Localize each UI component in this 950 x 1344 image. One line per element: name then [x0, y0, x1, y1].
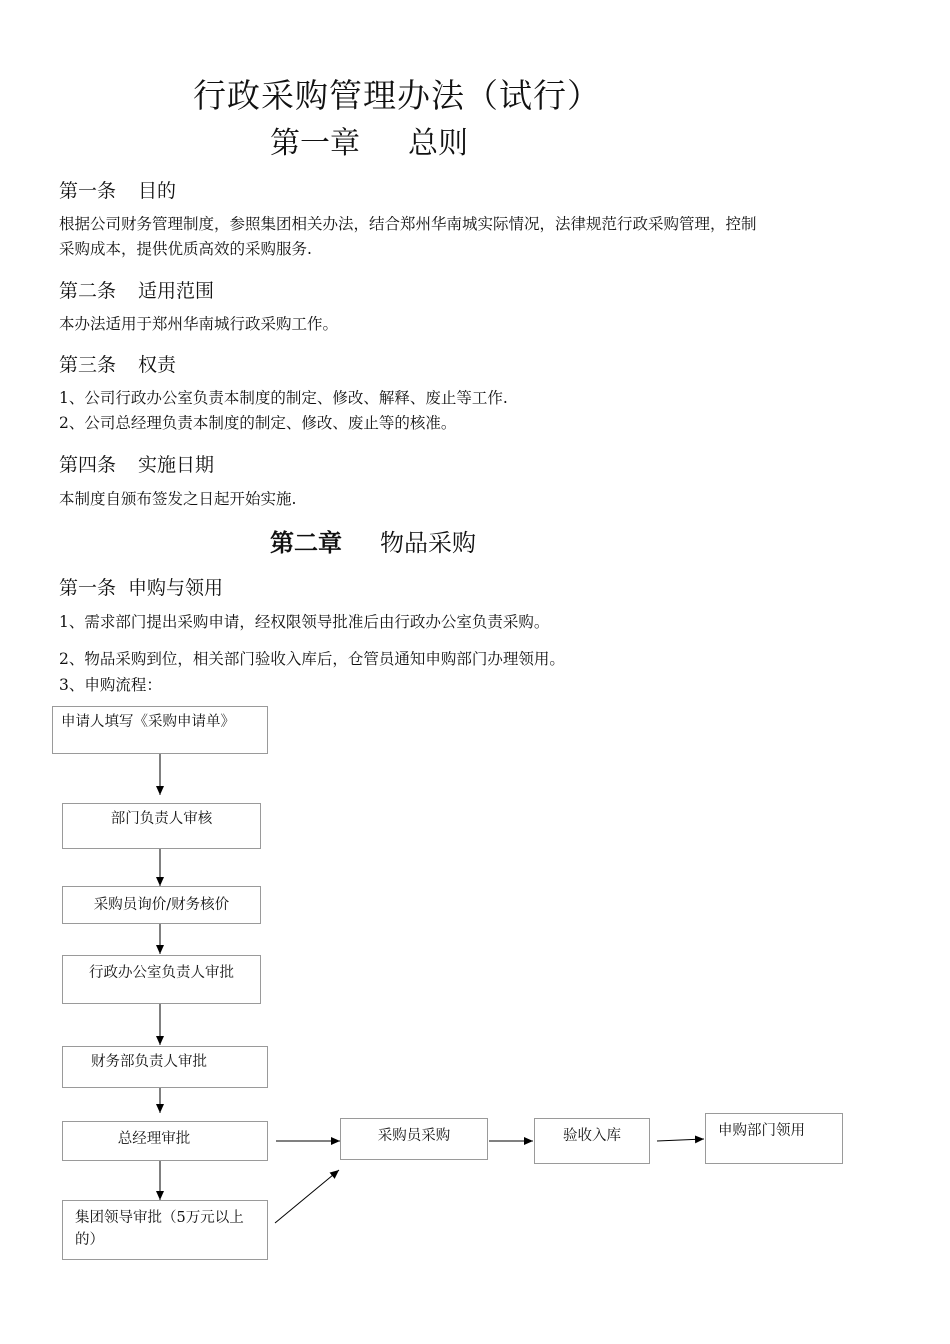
article-2-number: 第二条: [59, 280, 117, 302]
article-4-line-1: 本制度自颁布签发之日起开始实施.: [59, 490, 297, 508]
chapter-2-article-1-line-3: 3、申购流程：: [59, 676, 162, 694]
article-1-line-1: 根据公司财务管理制度，参照集团相关办法，结合郑州华南城实际情况，法律规范行政采购管理，控制: [59, 215, 757, 233]
chapter-2-name: 物品采购: [380, 529, 476, 557]
flow-step-purchase: 采购员采购: [340, 1118, 488, 1160]
chapter-1-number: 第一章: [270, 126, 360, 161]
flow-step-apply: 申请人填写《采购申请单》: [52, 706, 268, 754]
flow-step-finance-approval: 财务部负责人审批: [62, 1046, 268, 1088]
article-4-title: 实施日期: [138, 454, 215, 476]
article-3-line-2: 2、公司总经理负责本制度的制定、修改、废止等的核准。: [59, 414, 457, 432]
article-3-title: 权责: [138, 354, 177, 376]
flow-step-group-approval: 集团领导审批（5万元以上的）: [62, 1200, 268, 1260]
flow-step-inquiry: 采购员询价/财务核价: [62, 886, 261, 924]
article-3-line-1: 1、公司行政办公室负责本制度的制定、修改、解释、废止等工作.: [59, 389, 508, 407]
document-title: 行政采购管理办法（试行）: [193, 76, 601, 115]
chapter-2-article-1-title: 申购与领用: [128, 577, 224, 599]
article-1-line-2: 采购成本，提供优质高效的采购服务.: [59, 240, 312, 258]
article-2-title: 适用范围: [138, 280, 215, 302]
article-3-number: 第三条: [59, 354, 117, 376]
chapter-2-article-1-line-1: 1、需求部门提出采购申请，经权限领导批准后由行政办公室负责采购。: [59, 613, 550, 631]
chapter-2-number: 第二章: [270, 529, 342, 557]
article-2-line-1: 本办法适用于郑州华南城行政采购工作。: [59, 315, 339, 333]
flow-step-inspect: 验收入库: [534, 1118, 650, 1164]
flow-step-dept-review: 部门负责人审核: [62, 803, 261, 849]
article-1-number: 第一条: [59, 180, 117, 202]
article-1-title: 目的: [138, 180, 177, 202]
arrow-group-to-purchase: [275, 1170, 339, 1223]
arrow-inspect-to-collect: [657, 1139, 704, 1141]
chapter-2-article-1-number: 第一条: [59, 577, 117, 599]
flow-step-gm-approval: 总经理审批: [62, 1121, 268, 1161]
flow-step-admin-approval: 行政办公室负责人审批: [62, 955, 261, 1004]
article-4-number: 第四条: [59, 454, 117, 476]
chapter-2-article-1-line-2: 2、物品采购到位，相关部门验收入库后，仓管员通知申购部门办理领用。: [59, 650, 565, 668]
chapter-1-name: 总则: [408, 126, 468, 161]
flow-step-collect: 申购部门领用: [705, 1113, 843, 1164]
